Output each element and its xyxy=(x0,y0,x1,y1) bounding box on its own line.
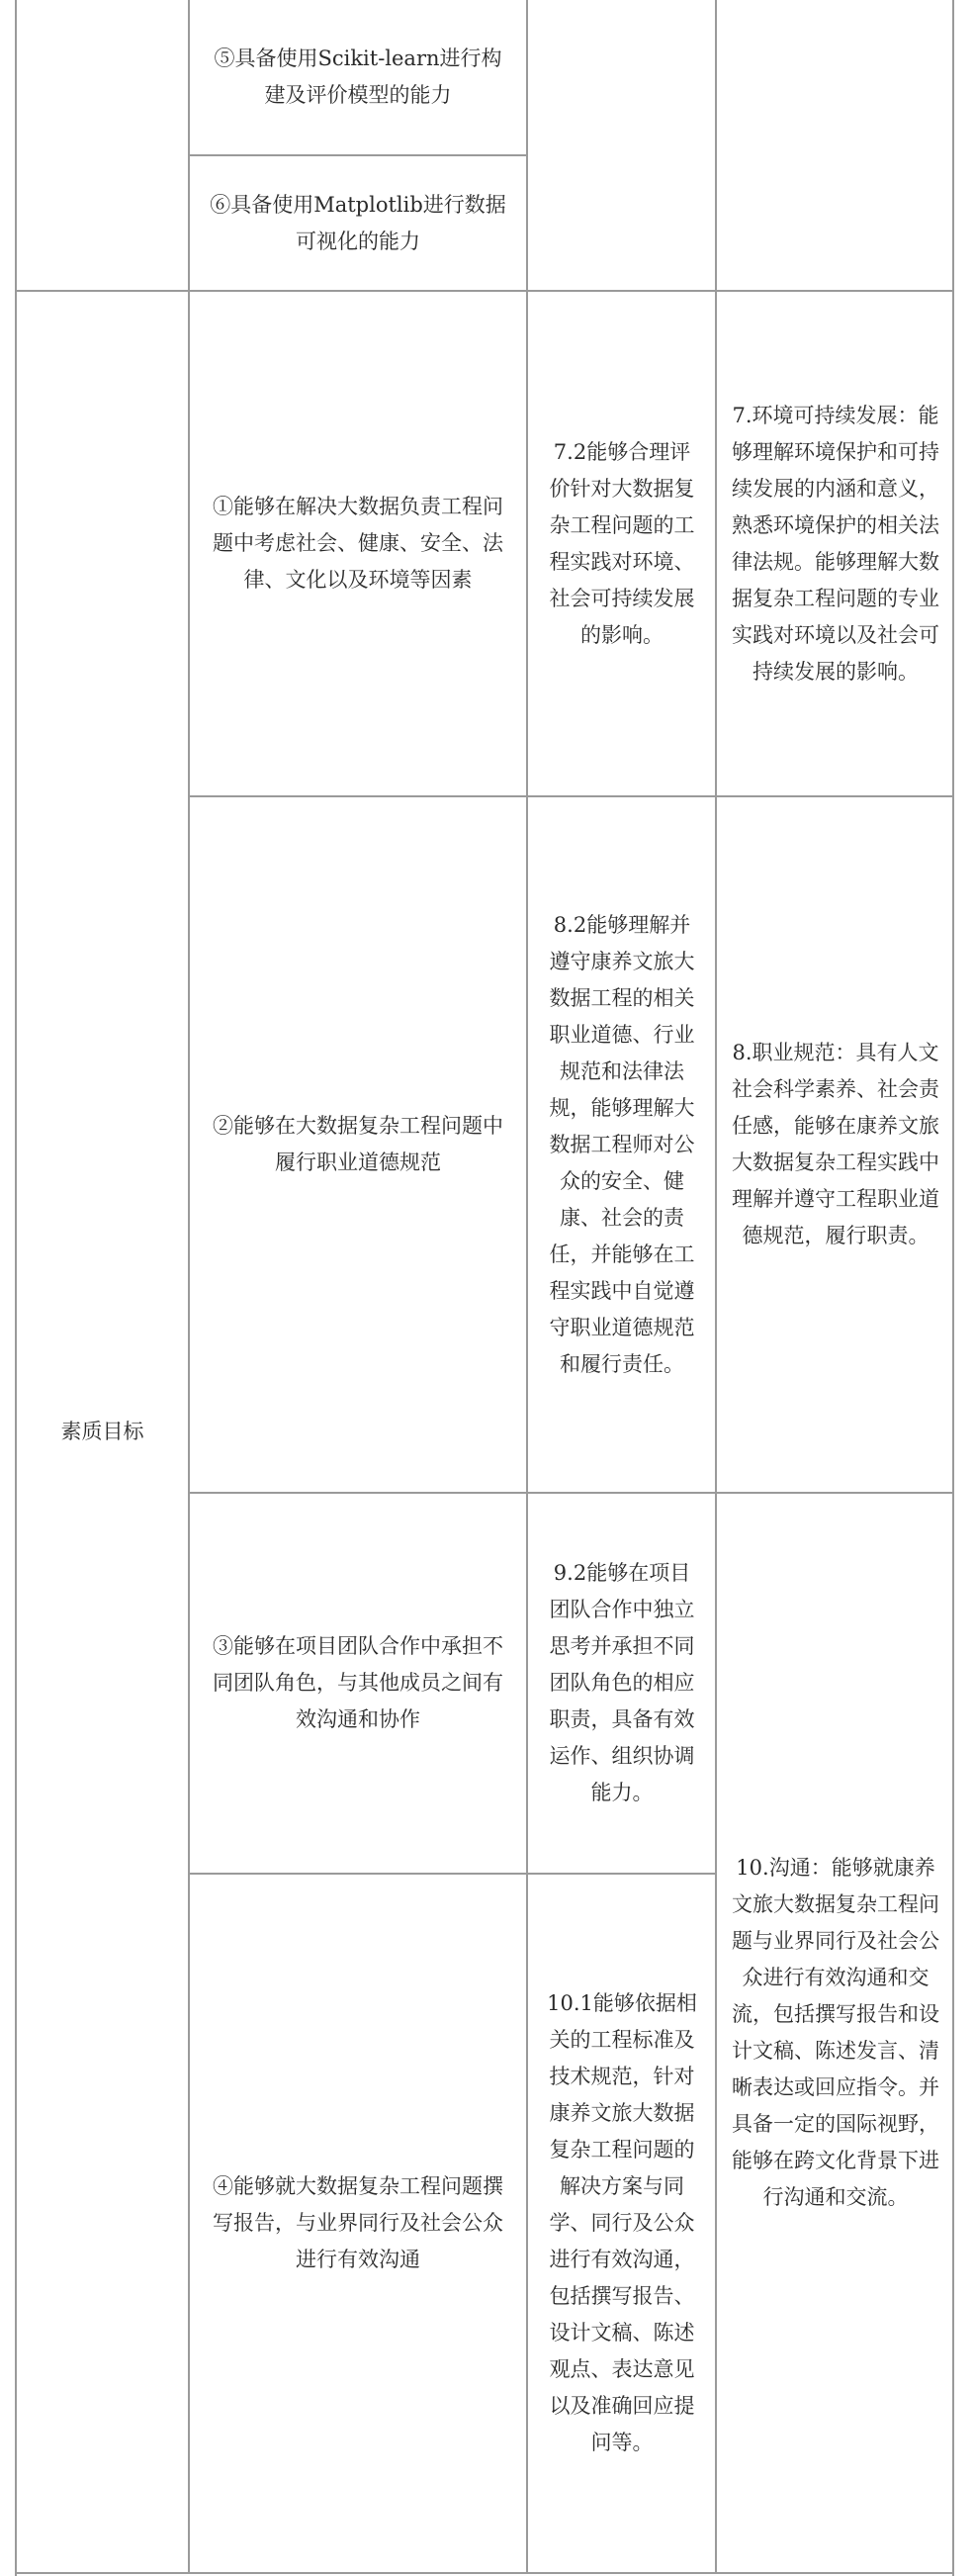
requirement-text: 8.职业规范：具有人文社会科学素养、社会责任感，能够在康养文旅大数据复杂工程实践中理解并遵守工程职业道德规范，履行职责。 xyxy=(732,1041,939,1247)
table-border-bottom xyxy=(15,2572,954,2574)
indicator-text: 9.2能够在项目团队合作中独立思考并承担不同团队角色的相应职责，具备有效运作、组织协调能力。 xyxy=(549,1561,695,1804)
indicator-text: 8.2能够理解并遵守康养文旅大数据工程的相关职业道德、行业规范和法律法规，能够理解大数据工程师对公众的安全、健康、社会的责任，并能够在工程实践中自觉遵守职业道德规范和履行责任。 xyxy=(549,912,695,1376)
requirement-cell xyxy=(717,797,954,1492)
indicator-cell xyxy=(528,1875,716,2572)
quality-goal-category-label: 素质目标 xyxy=(60,1420,144,1443)
indicator-cell xyxy=(528,292,716,795)
quality-goal-category-cell xyxy=(17,292,188,2572)
quality-goal-text: ③能够在项目团队合作中承担不同团队角色，与其他成员之间有效沟通和协作 xyxy=(213,1634,503,1731)
quality-goal-text: ④能够就大数据复杂工程问题撰写报告，与业界同行及社会公众进行有效沟通 xyxy=(213,2174,503,2271)
ability-cell xyxy=(190,156,526,290)
quality-goal-cell xyxy=(190,292,526,795)
requirement-text: 7.环境可持续发展：能够理解环境保护和可持续发展的内涵和意义，熟悉环境保护的相关法律法规。能够理解大数据复杂工程问题的专业实践对环境以及社会可持续发展的影响。 xyxy=(732,403,939,684)
quality-goal-cell xyxy=(190,1875,526,2572)
ability-cell xyxy=(190,0,526,154)
requirement-text: 10.沟通：能够就康养文旅大数据复杂工程问题与业界同行及社会公众进行有效沟通和交流，包括撰写报告和设计文稿、陈述发言、清晰表达或回应指令。并具备一定的国际视野，能够在跨文化背景下进行沟通和交流。 xyxy=(732,1856,939,2209)
ability-text: ⑤具备使用Scikit-learn进行构建及评价模型的能力 xyxy=(214,46,502,107)
indicator-cell xyxy=(528,797,716,1492)
quality-goal-cell xyxy=(190,1494,526,1873)
quality-goal-cell xyxy=(190,797,526,1492)
quality-goal-text: ①能够在解决大数据负责工程问题中考虑社会、健康、安全、法律、文化以及环境等因素 xyxy=(213,495,503,592)
indicator-text: 7.2能够合理评价针对大数据复杂工程问题的工程实践对环境、社会可持续发展的影响。 xyxy=(549,439,695,647)
indicator-cell xyxy=(528,1494,716,1873)
indicator-text: 10.1能够依据相关的工程标准及技术规范，针对康养文旅大数据复杂工程问题的解决方案与同学、同行及公众进行有效沟通，包括撰写报告、设计文稿、陈述观点、表达意见以及准确回应提问等。 xyxy=(547,1991,697,2454)
requirement-cell xyxy=(717,1494,954,2572)
requirement-cell xyxy=(717,292,954,795)
ability-text: ⑥具备使用Matplotlib进行数据可视化的能力 xyxy=(210,192,506,253)
quality-goal-text: ②能够在大数据复杂工程问题中履行职业道德规范 xyxy=(213,1114,503,1174)
curriculum-table xyxy=(15,0,954,2576)
